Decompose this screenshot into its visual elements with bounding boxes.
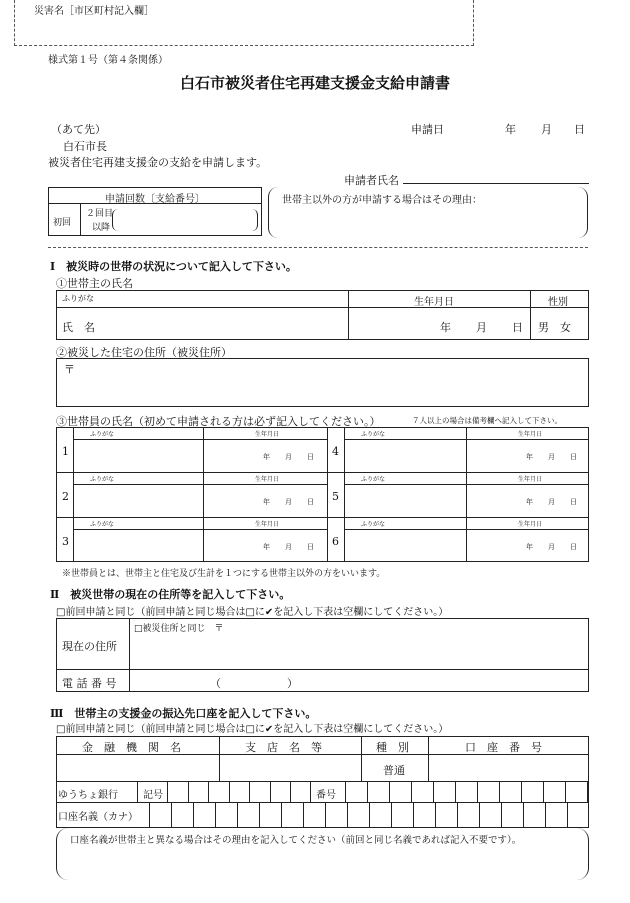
section2-heading: Ⅱ 被災世帯の現在の住所等を記入して下さい。 xyxy=(50,588,291,601)
gender-options[interactable]: 男 女 xyxy=(538,321,571,334)
member-4-name-field[interactable] xyxy=(347,440,464,471)
householder-birth-month[interactable]: 月 xyxy=(476,321,487,334)
form-number: 様式第１号（第４条関係） xyxy=(48,55,168,66)
member-2-birth-month[interactable]: 月 xyxy=(285,498,292,506)
section3-heading: Ⅲ 世帯主の支援金の振込先口座を記入して下さい。 xyxy=(50,707,317,720)
bank-name-header: 金 融 機 関 名 xyxy=(82,741,181,754)
kind-futsu[interactable]: 普通 xyxy=(383,764,405,777)
member-4-furigana-label: ふりがな xyxy=(361,431,386,438)
phone-label: 電 話 番 号 xyxy=(62,677,117,690)
member-num-4: 4 xyxy=(332,445,339,458)
section2-check-line[interactable]: □前回申請と同じ（前回申請と同じ場合は□に✔を記入し下表は空欄にしてください。） xyxy=(56,607,449,618)
member-num-1: 1 xyxy=(62,445,69,458)
members-note: ７人以上の場合は備考欄へ記入して下さい。 xyxy=(412,416,562,425)
kind-header: 種 別 xyxy=(376,741,409,754)
member-4-birth-label: 生年月日 xyxy=(518,431,543,438)
bango-field[interactable] xyxy=(346,782,588,801)
addressee: （あて先） xyxy=(51,123,106,136)
member-1-furigana-label: ふりがな xyxy=(90,431,115,438)
householder-birth-year[interactable]: 年 xyxy=(440,321,451,334)
member-num-3: 3 xyxy=(62,535,69,548)
member-4-birth-year[interactable]: 年 xyxy=(526,453,533,461)
account-number-header: 口 座 番 号 xyxy=(465,741,542,754)
member-5-birth-day[interactable]: 日 xyxy=(570,498,577,506)
damaged-address-field[interactable] xyxy=(56,358,589,407)
account-holder-field[interactable] xyxy=(150,803,588,827)
section1-heading: Ⅰ 被災時の世帯の状況について記入して下さい。 xyxy=(50,260,297,273)
reason-label: 世帯主以外の方が申請する場合はその理由： xyxy=(282,195,482,206)
member-5-furigana-label: ふりがな xyxy=(361,476,386,483)
account-holder-label: 口座名義（カナ） xyxy=(58,812,138,823)
member-3-birth-month[interactable]: 月 xyxy=(285,543,292,551)
applicant-name-field[interactable] xyxy=(403,182,589,184)
bank-name-field[interactable] xyxy=(58,756,217,780)
member-4-birth-month[interactable]: 月 xyxy=(548,453,555,461)
branch-field[interactable] xyxy=(221,756,359,780)
member-2-birth-day[interactable]: 日 xyxy=(307,498,314,506)
separator xyxy=(48,247,588,248)
member-6-furigana-label: ふりがな xyxy=(361,521,386,528)
same-as-damaged-checkbox[interactable]: □被災住所と同じ 〒 xyxy=(134,624,224,634)
date-month: 月 xyxy=(541,123,552,136)
member-num-2: 2 xyxy=(62,490,69,503)
member-6-birth-label: 生年月日 xyxy=(518,521,543,528)
branch-header: 支 店 名 等 xyxy=(245,741,322,754)
disaster-name-label: 災害名［市区町村記入欄］ xyxy=(34,6,154,17)
account-number-field[interactable] xyxy=(430,756,587,780)
member-6-birth-month[interactable]: 月 xyxy=(548,543,555,551)
members-label: ③世帯員の氏名（初めて申請される方は必ず記入してください。） xyxy=(56,415,381,428)
member-2-name-field[interactable] xyxy=(76,485,201,516)
member-3-furigana-label: ふりがな xyxy=(90,521,115,528)
kigo-field[interactable] xyxy=(168,782,309,801)
date-day: 日 xyxy=(574,123,585,136)
holder-reason-label: 口座名義が世帯主と異なる場合はその理由を記入してください（前回と同じ名義であれば記入不要です）。 xyxy=(70,835,522,846)
applicant-name-label: 申請者氏名 xyxy=(344,174,399,187)
count-second-line2: 以降 xyxy=(92,223,111,233)
member-6-name-field[interactable] xyxy=(347,530,464,561)
member-3-birth-day[interactable]: 日 xyxy=(307,543,314,551)
householder-name-field[interactable] xyxy=(120,310,346,338)
householder-name-label: 氏 名 xyxy=(62,321,95,334)
member-6-birth-day[interactable]: 日 xyxy=(570,543,577,551)
member-5-birth-label: 生年月日 xyxy=(518,476,543,483)
current-address-field[interactable] xyxy=(132,634,586,667)
member-1-birth-day[interactable]: 日 xyxy=(307,453,314,461)
member-2-birth-label: 生年月日 xyxy=(255,476,280,483)
request-text: 被災者住宅再建支援金の支給を申請します。 xyxy=(48,156,268,169)
application-date-label: 申請日 xyxy=(411,123,444,136)
member-3-birth-label: 生年月日 xyxy=(255,521,280,528)
count-first[interactable]: 初回 xyxy=(53,218,72,228)
householder-birth-header: 生年月日 xyxy=(414,297,454,308)
member-3-birth-year[interactable]: 年 xyxy=(263,543,270,551)
postal-mark: 〒 xyxy=(64,363,75,376)
member-2-birth-year[interactable]: 年 xyxy=(263,498,270,506)
member-1-name-field[interactable] xyxy=(76,440,201,471)
member-2-furigana-label: ふりがな xyxy=(90,476,115,483)
date-year: 年 xyxy=(505,123,516,136)
yucho-label: ゆうちょ銀行 xyxy=(58,790,118,801)
count-header: 申請回数〔支給番号〕 xyxy=(105,194,205,205)
member-5-birth-year[interactable]: 年 xyxy=(526,498,533,506)
count-number-field[interactable] xyxy=(112,209,258,231)
householder-birth-day[interactable]: 日 xyxy=(512,321,523,334)
phone-field[interactable]: （ ） xyxy=(210,677,298,690)
section3-check-line[interactable]: □前回申請と同じ（前回申請と同じ場合は□に✔を記入し下表は空欄にしてください。） xyxy=(56,724,449,735)
kigo-label: 記号 xyxy=(143,790,163,801)
page-title: 白石市被災者住宅再建支援金支給申請書 xyxy=(179,74,450,92)
member-5-name-field[interactable] xyxy=(347,485,464,516)
member-num-5: 5 xyxy=(332,490,339,503)
householder-label: ①世帯主の氏名 xyxy=(56,277,133,290)
member-6-birth-year[interactable]: 年 xyxy=(526,543,533,551)
damaged-address-label: ②被災した住宅の住所（被災住所） xyxy=(56,346,232,359)
member-5-birth-month[interactable]: 月 xyxy=(548,498,555,506)
member-4-birth-day[interactable]: 日 xyxy=(570,453,577,461)
current-address-label: 現在の住所 xyxy=(62,640,117,653)
member-3-name-field[interactable] xyxy=(76,530,201,561)
householder-gender-header: 性別 xyxy=(548,297,568,308)
members-footnote: ※世帯員とは、世帯主と住宅及び生計を１つにする世帯主以外の方をいいます。 xyxy=(62,569,386,579)
householder-furigana: ふりがな xyxy=(62,294,94,303)
member-1-birth-label: 生年月日 xyxy=(255,431,280,438)
mayor: 白石市長 xyxy=(63,140,107,153)
member-num-6: 6 xyxy=(332,535,339,548)
count-second-line1: ２回目 xyxy=(86,209,114,219)
member-1-birth-month[interactable]: 月 xyxy=(285,453,292,461)
bango-label: 番号 xyxy=(316,790,336,801)
member-1-birth-year[interactable]: 年 xyxy=(263,453,270,461)
